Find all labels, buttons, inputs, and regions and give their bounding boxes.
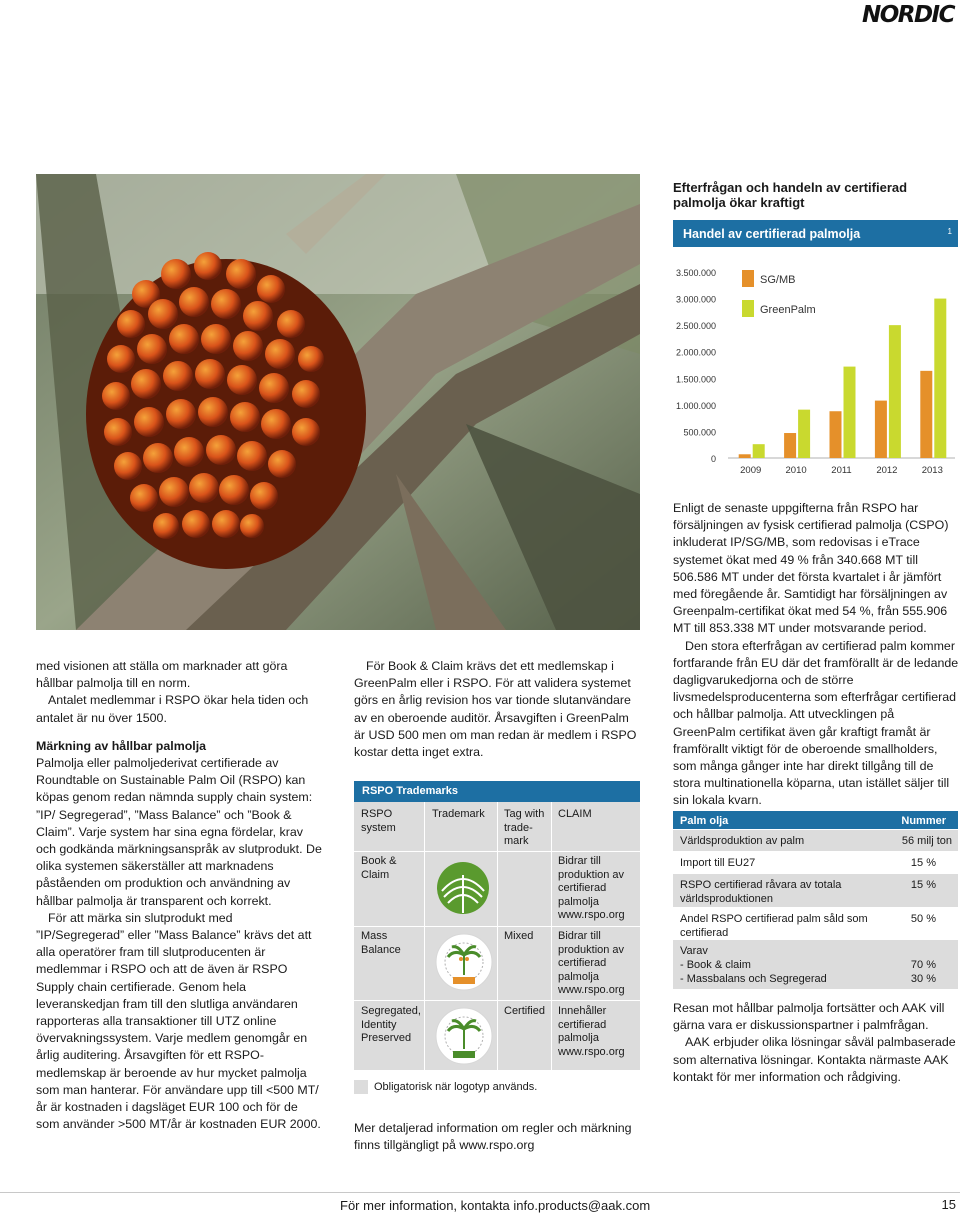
certified-palm-oil-chart bbox=[670, 262, 960, 474]
note-text: Obligatorisk när logotyp används. bbox=[374, 1080, 538, 1093]
claim-mass-balance: Bidrar till produktion av certifierad palmolja www.rspo.org bbox=[558, 930, 625, 996]
tag-mass-balance: Mixed bbox=[504, 930, 534, 942]
y-tick-label: 0 bbox=[710, 454, 716, 464]
y-tick-label: 3.500.000 bbox=[675, 268, 716, 278]
footer-divider bbox=[0, 1192, 960, 1193]
mid-paragraph-1: För Book & Claim krävs det ett medlemskap i GreenPalm eller i RSPO. För att validera systemet görs en årlig revision hos var tionde slutanvändare av en oberoende auditör. Årsavgiften i GreenPalm är USD 500 men om man redan är medlem i RSPO kostar detta inget extra. bbox=[354, 659, 637, 760]
varav-item-value: 70 % bbox=[910, 959, 936, 971]
palm-header-label: Palm olja bbox=[680, 815, 729, 827]
brand-logo: NORDIC bbox=[861, 2, 954, 28]
rspo-certified-logo bbox=[434, 1005, 494, 1067]
system-segregated: Segregated, Identity Preserved bbox=[361, 1005, 421, 1044]
greenpalm-logo bbox=[430, 855, 496, 921]
palm-oil-table bbox=[673, 810, 958, 989]
bar-greenpalm-2009 bbox=[753, 444, 765, 458]
trademarks-title: RSPO Trademarks bbox=[354, 781, 640, 802]
x-tick-label: 2010 bbox=[785, 465, 807, 474]
row-value: 56 milj ton bbox=[901, 835, 952, 847]
rspo-mixed-logo bbox=[434, 931, 494, 993]
row-label: Andel RSPO certifierad palm såld som certifierad bbox=[680, 913, 868, 939]
header-tag: Tag with trade-mark bbox=[504, 808, 545, 847]
row-label: Import till EU27 bbox=[680, 857, 756, 869]
section-heading: Märkning av hållbar palmolja bbox=[36, 738, 207, 753]
bar-greenpalm-2013 bbox=[934, 299, 946, 458]
legend-swatch bbox=[742, 300, 754, 317]
bar-sgmb-2012 bbox=[875, 401, 887, 458]
legend-label: SG/MB bbox=[760, 274, 796, 286]
system-book-claim: Book & Claim bbox=[361, 855, 397, 881]
claim-segregated: Innehåller certifierad palmolja www.rspo.org bbox=[558, 1005, 625, 1058]
left-column bbox=[36, 658, 324, 1133]
legend-swatch bbox=[742, 270, 754, 287]
table-row bbox=[673, 851, 958, 873]
note-swatch bbox=[354, 1080, 368, 1094]
table-row bbox=[673, 873, 958, 907]
row-label: Världsproduktion av palm bbox=[680, 835, 805, 847]
chart-title: Handel av certifierad palmolja bbox=[683, 227, 861, 241]
bar-sgmb-2013 bbox=[920, 371, 932, 458]
right-paragraph-4: AAK erbjuder olika lösningar såväl palmbaserade som alternativa lösningar. Kontakta närmaste AAK kontakt för mer information och rådgiving. bbox=[673, 1035, 956, 1084]
mid-column bbox=[354, 658, 642, 761]
x-tick-label: 2013 bbox=[921, 465, 943, 474]
mid-column-bottom bbox=[354, 1120, 644, 1154]
chart-footnote-mark: 1 bbox=[947, 227, 952, 236]
palm-table-header bbox=[673, 810, 958, 829]
row-value: 50 % bbox=[910, 913, 936, 925]
y-tick-label: 2.500.000 bbox=[675, 321, 716, 332]
footer-contact: För mer information, kontakta info.products@aak.com bbox=[340, 1198, 651, 1213]
left-paragraph-3: Palmolja eller palmoljederivat certifierade av Roundtable on Sustainable Palm Oil (RSPO) kan köpas genom redan nämnda supply chain system: ”IP/ Segregerad”, ”Mass Balance” och ”Book & Claim”. Varje system har sina egna fördelar, krav och godkända märkningsanspråk av slutprodukt. De olika systemen säkerställer att marknadens påståenden om produktion och användning av hållbar palmolja är transparent och korrekt. bbox=[36, 756, 322, 908]
mid-paragraph-2: Mer detaljerad information om regler och märkning finns tillgängligt på www.rspo.org bbox=[354, 1121, 632, 1153]
varav-item-label: - Massbalans och Segregerad bbox=[680, 973, 827, 985]
right-paragraph-2: Den stora efterfrågan av certifierad palm kommer fortfarande från EU där det framförallt är de ledande dagligvarukedjorna och de större livsmedelsproducenterna som efterfrågar certifierad och hållbar palmolja. Att utvecklingen på GreenPalm certifikat även går kraftigt framåt är framförallt viktigt för de oberoende smallholders, som många gånger inte har direkt tillgång till de stora multinationella köparna, utan istället säljer till sin lokala kvarn. bbox=[673, 638, 959, 808]
varav-item-label: - Book & claim bbox=[680, 959, 751, 971]
tag-segregated: Certified bbox=[504, 1005, 545, 1017]
claim-book-claim: Bidrar till produktion av certifierad palmolja www.rspo.org bbox=[558, 855, 625, 921]
x-tick-label: 2011 bbox=[831, 465, 852, 474]
rspo-trademarks-table bbox=[354, 781, 640, 1070]
bar-sgmb-2011 bbox=[830, 411, 842, 458]
system-mass-balance: Mass Balance bbox=[361, 930, 401, 956]
table-row-varav bbox=[673, 939, 958, 989]
chart-title-bar bbox=[673, 220, 958, 247]
palm-header-value: Nummer bbox=[901, 815, 946, 827]
bar-sgmb-2010 bbox=[784, 433, 796, 458]
trademarks-note bbox=[354, 1080, 537, 1094]
left-paragraph-4: För att märka sin slutprodukt med ”IP/Segregerad” eller ”Mass Balance” krävs det att alla operatörer fram till slutproducenten är medlemmar i RSPO och att de även är RSPO Supply chain certifierade. Genom hela leveranskedjan fram till den slutliga användaren rapporteras alla transaktioner till UTZ online övervakningssystem. Varje medlem genomgår en årlig auditering. Årsavgiften för ett RSPO-medlemskap är beroende av hur mycket palmolja som man hanterar. För användare upp till <500 MT/år är kostnaden i dagsläget EUR 100 och för de som använder >500 MT/år är kostnaden EUR 2000. bbox=[36, 910, 321, 1132]
y-tick-label: 3.000.000 bbox=[675, 294, 716, 305]
bar-sgmb-2009 bbox=[739, 454, 751, 458]
bar-greenpalm-2012 bbox=[889, 325, 901, 458]
right-paragraph-3: Resan mot hållbar palmolja fortsätter och AAK vill gärna vara er diskussionspartner i palmfrågan. bbox=[673, 1001, 945, 1033]
palm-fruit-photo bbox=[36, 174, 640, 630]
left-paragraph-2: Antalet medlemmar i RSPO ökar hela tiden och antalet är nu över 1500. bbox=[36, 693, 309, 725]
y-tick-label: 2.000.000 bbox=[675, 347, 716, 358]
x-tick-label: 2009 bbox=[740, 465, 762, 474]
page-number: 15 bbox=[941, 1197, 956, 1212]
varav-item-value: 30 % bbox=[910, 973, 936, 985]
right-column-bottom bbox=[673, 1000, 960, 1086]
header-claim: CLAIM bbox=[558, 808, 592, 820]
y-tick-label: 500.000 bbox=[683, 427, 716, 438]
y-tick-label: 1.000.000 bbox=[675, 400, 716, 411]
bar-greenpalm-2011 bbox=[844, 367, 856, 458]
left-paragraph-1: med visionen att ställa om marknader att göra hållbar palmolja till en norm. bbox=[36, 659, 288, 691]
bar-greenpalm-2010 bbox=[798, 410, 810, 458]
row-value: 15 % bbox=[910, 857, 936, 869]
right-paragraph-1: Enligt de senaste uppgifterna från RSPO har försäljningen av fysisk certifierad palmolja (CSPO) inkluderat IP/SG/MB, som redovisas i eTrace systemet ökat med 49 % från 340.668 MT till 506.586 MT under det första kvartalet i år jämfört med föregående år. Samtidigt har försäljningen av Greenpalm-certifikat ökat med 54 %, från 555.906 MT till 853.338 MT under motsvarande period. bbox=[673, 501, 949, 636]
right-column bbox=[673, 500, 960, 810]
table-row bbox=[673, 829, 958, 851]
x-tick-label: 2012 bbox=[876, 465, 898, 474]
row-label: RSPO certifierad råvara av totala världsproduktionen bbox=[680, 879, 842, 905]
legend-label: GreenPalm bbox=[760, 304, 816, 316]
varav-label: Varav bbox=[680, 945, 708, 957]
y-tick-label: 1.500.000 bbox=[675, 374, 716, 385]
chart-heading: Efterfrågan och handeln av certifierad palmolja ökar kraftigt bbox=[673, 180, 908, 210]
row-value: 15 % bbox=[910, 879, 936, 891]
header-rspo-system: RSPO system bbox=[361, 808, 396, 834]
table-row bbox=[673, 907, 958, 939]
header-trademark: Trademark bbox=[432, 808, 485, 820]
